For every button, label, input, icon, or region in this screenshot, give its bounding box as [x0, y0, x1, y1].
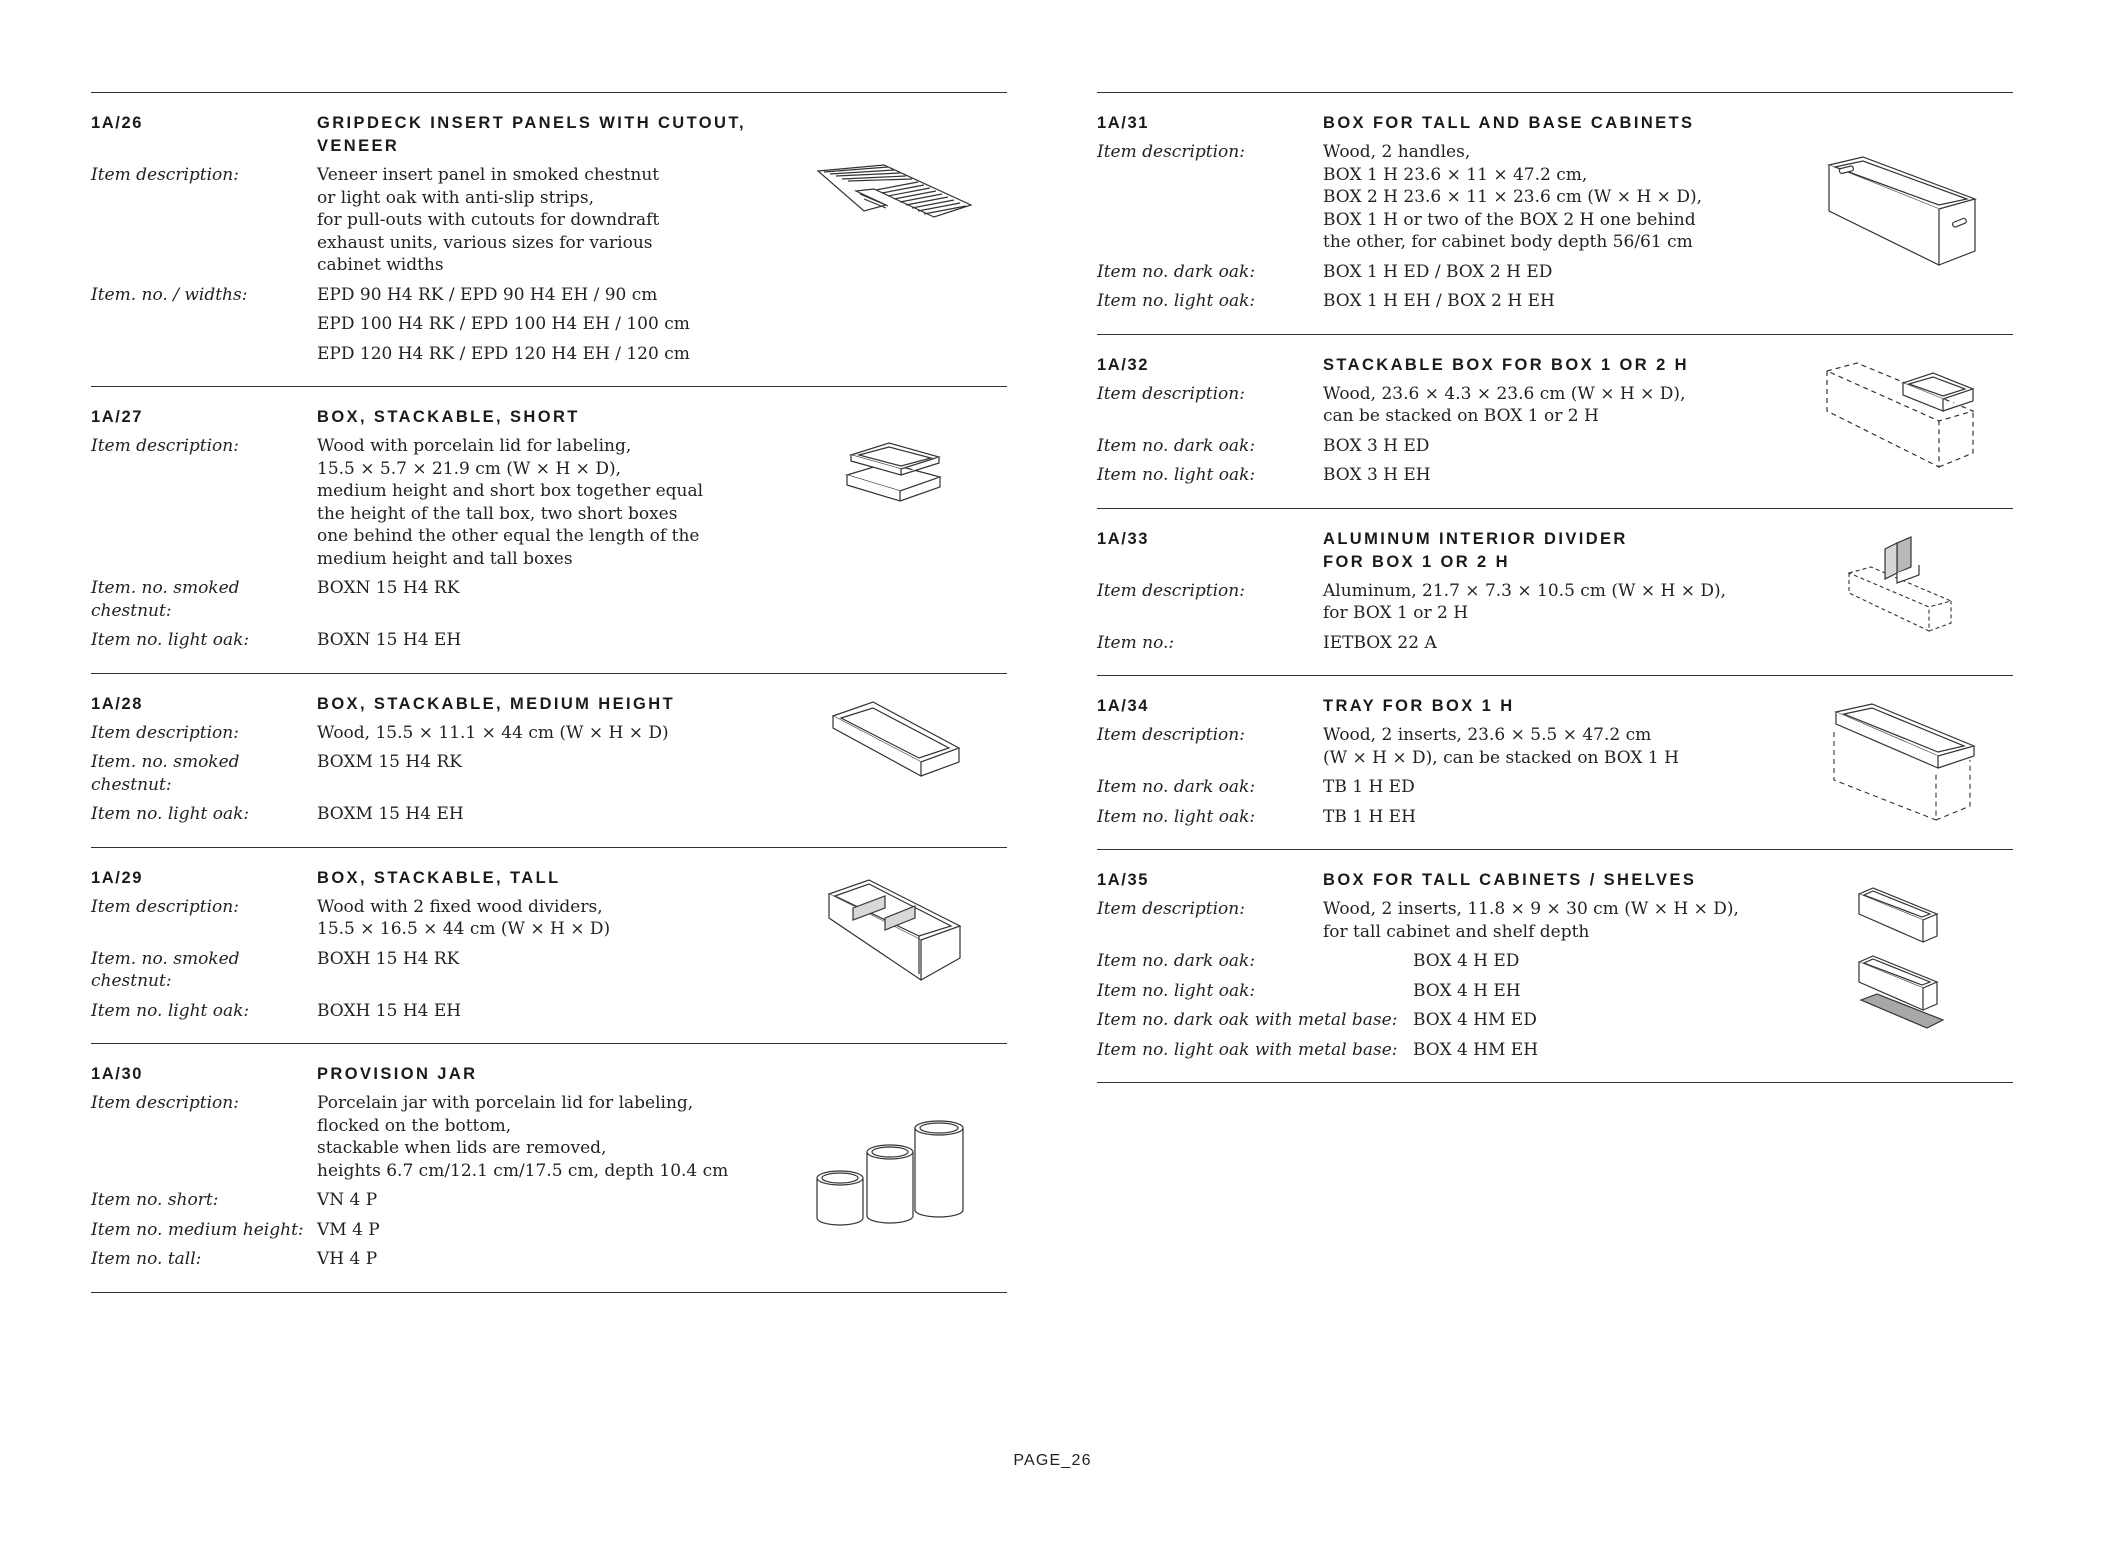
row-value: Wood, 2 inserts, 11.8 × 9 × 30 cm (W × H × D), for tall cabinet and shelf depth [1323, 899, 1739, 942]
item-number-row [91, 343, 1007, 366]
row-value: IETBOX 22 A [1323, 632, 1437, 653]
row-value: BOX 4 H ED [1413, 951, 1520, 971]
item-number-row [91, 629, 1007, 652]
row-value: EPD 90 H4 RK / EPD 90 H4 EH / 90 cm [317, 284, 658, 305]
row-label: Item no. dark oak: [1097, 261, 1256, 282]
row-value: BOX 1 H EH / BOX 2 H EH [1323, 291, 1555, 311]
item-title: BOX FOR TALL CABINETS / SHELVES [1323, 871, 1697, 889]
row-value: Aluminum, 21.7 × 7.3 × 10.5 cm (W × H × D), for BOX 1 or 2 H [1323, 580, 1727, 623]
row-value: Wood, 23.6 × 4.3 × 23.6 cm (W × H × D), can be stacked on BOX 1 or 2 H [1323, 383, 1686, 426]
row-label: Item no. light oak: [1097, 291, 1256, 311]
row-label: Item no. light oak with metal base: [1097, 1039, 1398, 1060]
tray-illustration [1832, 702, 1982, 822]
row-label: Item no. short: [91, 1190, 219, 1210]
item-number-row [91, 313, 1007, 336]
section-1a-26 [91, 93, 1007, 387]
item-code: 1A/31 [1097, 114, 1150, 132]
item-code: 1A/30 [91, 1065, 144, 1083]
row-label: Item. no. smoked chestnut: [91, 948, 240, 991]
row-label: Item description: [1097, 725, 1245, 745]
section-1a-31 [1097, 93, 2013, 335]
row-value: VN 4 P [317, 1190, 378, 1210]
item-code: 1A/27 [91, 408, 144, 426]
item-number-row [91, 1000, 1007, 1023]
row-label: Item no. dark oak: [1097, 951, 1256, 971]
row-label: Item. no. / widths: [91, 284, 248, 305]
item-title: STACKABLE BOX FOR BOX 1 OR 2 H [1323, 355, 1689, 374]
row-value: Wood with 2 fixed wood dividers, 15.5 × 16.5 × 44 cm (W × H × D) [317, 896, 611, 939]
item-number-row [1097, 290, 2013, 313]
left-column [91, 92, 1007, 1293]
item-title: BOX, STACKABLE, MEDIUM HEIGHT [317, 694, 676, 713]
row-value: BOXM 15 H4 RK [317, 752, 462, 772]
item-number-row [91, 803, 1007, 826]
row-label: Item description: [91, 436, 239, 456]
row-value: BOXN 15 H4 EH [317, 630, 462, 650]
row-label: Item no. medium height: [91, 1219, 304, 1240]
section-1a-34 [1097, 676, 2013, 850]
row-value: BOXN 15 H4 RK [317, 578, 460, 598]
tall-box-illustration [825, 878, 965, 988]
row-label: Item. no. smoked chestnut: [91, 578, 240, 621]
row-label: Item description: [1097, 142, 1245, 162]
row-label: Item no. tall: [91, 1249, 202, 1269]
item-number-row [91, 1248, 1007, 1271]
item-title: GRIPDECK INSERT PANELS WITH CUTOUT, VENEER [317, 114, 746, 155]
row-label: Item no. dark oak with metal base: [1097, 1010, 1398, 1030]
row-value: Wood, 2 handles, BOX 1 H 23.6 × 11 × 47.2 cm, BOX 2 H 23.6 × 11 × 23.6 cm (W × H × D), BOX 1 H or two of the BOX 2 H one behind the other, for cabinet body depth 56/61 cm [1323, 142, 1702, 252]
item-code: 1A/34 [1097, 697, 1150, 715]
row-value: BOXH 15 H4 EH [317, 1000, 462, 1021]
item-title: TRAY FOR BOX 1 H [1323, 697, 1515, 715]
section-1a-28 [91, 674, 1007, 848]
row-label: Item no. light oak: [91, 804, 250, 824]
row-label: Item no. light oak: [91, 1000, 250, 1021]
section-1a-30 [91, 1044, 1007, 1293]
shelf-box-illustration [1857, 884, 1947, 1044]
right-column [1097, 92, 2013, 1083]
row-value: Wood, 15.5 × 11.1 × 44 cm (W × H × D) [317, 722, 669, 743]
row-value: Wood with porcelain lid for labeling, 15.5 × 5.7 × 21.9 cm (W × H × D), medium height and short box together equal the height of the tall box, two short boxes one behind the other equal the length of the medium height and tall boxes [317, 436, 704, 569]
provision-jars-illustration [815, 1116, 975, 1226]
section-1a-32 [1097, 335, 2013, 509]
item-number-row [91, 284, 1007, 307]
row-value: TB 1 H EH [1323, 806, 1416, 827]
row-value: EPD 100 H4 RK / EPD 100 H4 EH / 100 cm [317, 314, 690, 334]
row-value: BOX 3 H EH [1323, 465, 1431, 485]
row-value: VH 4 P [317, 1249, 378, 1269]
item-title: ALUMINUM INTERIOR DIVIDER FOR BOX 1 OR 2 H [1323, 529, 1628, 571]
item-title: BOX, STACKABLE, SHORT [317, 408, 580, 426]
tall-base-box-illustration [1827, 155, 1982, 270]
item-code: 1A/33 [1097, 529, 1150, 548]
row-label: Item description: [91, 1093, 239, 1113]
medium-box-illustration [829, 700, 964, 792]
row-value: BOX 4 HM ED [1413, 1010, 1537, 1030]
row-value: BOX 4 HM EH [1413, 1039, 1539, 1060]
row-label: Item no. light oak: [91, 630, 250, 650]
row-value: Veneer insert panel in smoked chestnut or light oak with anti-slip strips, for pull-outs with cutouts for downdraft exhaust units, various sizes for various cabinet widths [317, 165, 660, 275]
row-label: Item no. light oak: [1097, 980, 1256, 1001]
item-code: 1A/35 [1097, 871, 1150, 889]
row-value: TB 1 H ED [1323, 777, 1415, 797]
item-code: 1A/28 [91, 694, 144, 713]
row-label: Item no. light oak: [1097, 806, 1256, 827]
item-code: 1A/32 [1097, 355, 1150, 374]
section-1a-35 [1097, 850, 2013, 1083]
row-label: Item description: [1097, 899, 1245, 919]
row-label: Item description: [1097, 383, 1245, 404]
row-value: BOX 3 H ED [1323, 435, 1430, 456]
aluminum-divider-illustration [1847, 529, 1957, 639]
row-value: BOXH 15 H4 RK [317, 948, 460, 969]
row-label: Item no. dark oak: [1097, 435, 1256, 456]
row-value: EPD 120 H4 RK / EPD 120 H4 EH / 120 cm [317, 343, 690, 364]
item-code: 1A/29 [91, 868, 144, 887]
item-code: 1A/26 [91, 114, 144, 132]
short-box-illustration [845, 439, 945, 519]
item-number-row [91, 577, 1007, 622]
section-1a-33 [1097, 509, 2013, 677]
row-label: Item no. dark oak: [1097, 777, 1256, 797]
row-label: Item description: [1097, 580, 1245, 601]
row-label: Item no. light oak: [1097, 465, 1256, 485]
row-value: VM 4 P [317, 1219, 380, 1240]
item-title: BOX, STACKABLE, TALL [317, 868, 561, 887]
row-value: Porcelain jar with porcelain lid for labeling, flocked on the bottom, stackable when lids are removed, heights 6.7 cm/12.1 cm/17.5 cm, depth 10.4 cm [317, 1093, 729, 1181]
row-value: BOXM 15 H4 EH [317, 804, 464, 824]
row-label: Item no.: [1097, 632, 1175, 653]
section-1a-29 [91, 848, 1007, 1045]
stackable-box-illustration [1825, 359, 1985, 474]
row-value: BOX 1 H ED / BOX 2 H ED [1323, 261, 1553, 282]
item-title: PROVISION JAR [317, 1065, 478, 1083]
page-number: PAGE_26 [1013, 1452, 1092, 1469]
row-value: Wood, 2 inserts, 23.6 × 5.5 × 47.2 cm (W × H × D), can be stacked on BOX 1 H [1323, 725, 1679, 768]
item-title: BOX FOR TALL AND BASE CABINETS [1323, 114, 1695, 132]
row-label: Item description: [91, 896, 239, 917]
row-value: BOX 4 H EH [1413, 980, 1521, 1001]
row-label: Item description: [91, 165, 239, 185]
section-1a-27 [91, 387, 1007, 674]
row-label: Item. no. smoked chestnut: [91, 752, 240, 795]
insert-panel-illustration [816, 163, 976, 223]
row-label: Item description: [91, 722, 239, 743]
